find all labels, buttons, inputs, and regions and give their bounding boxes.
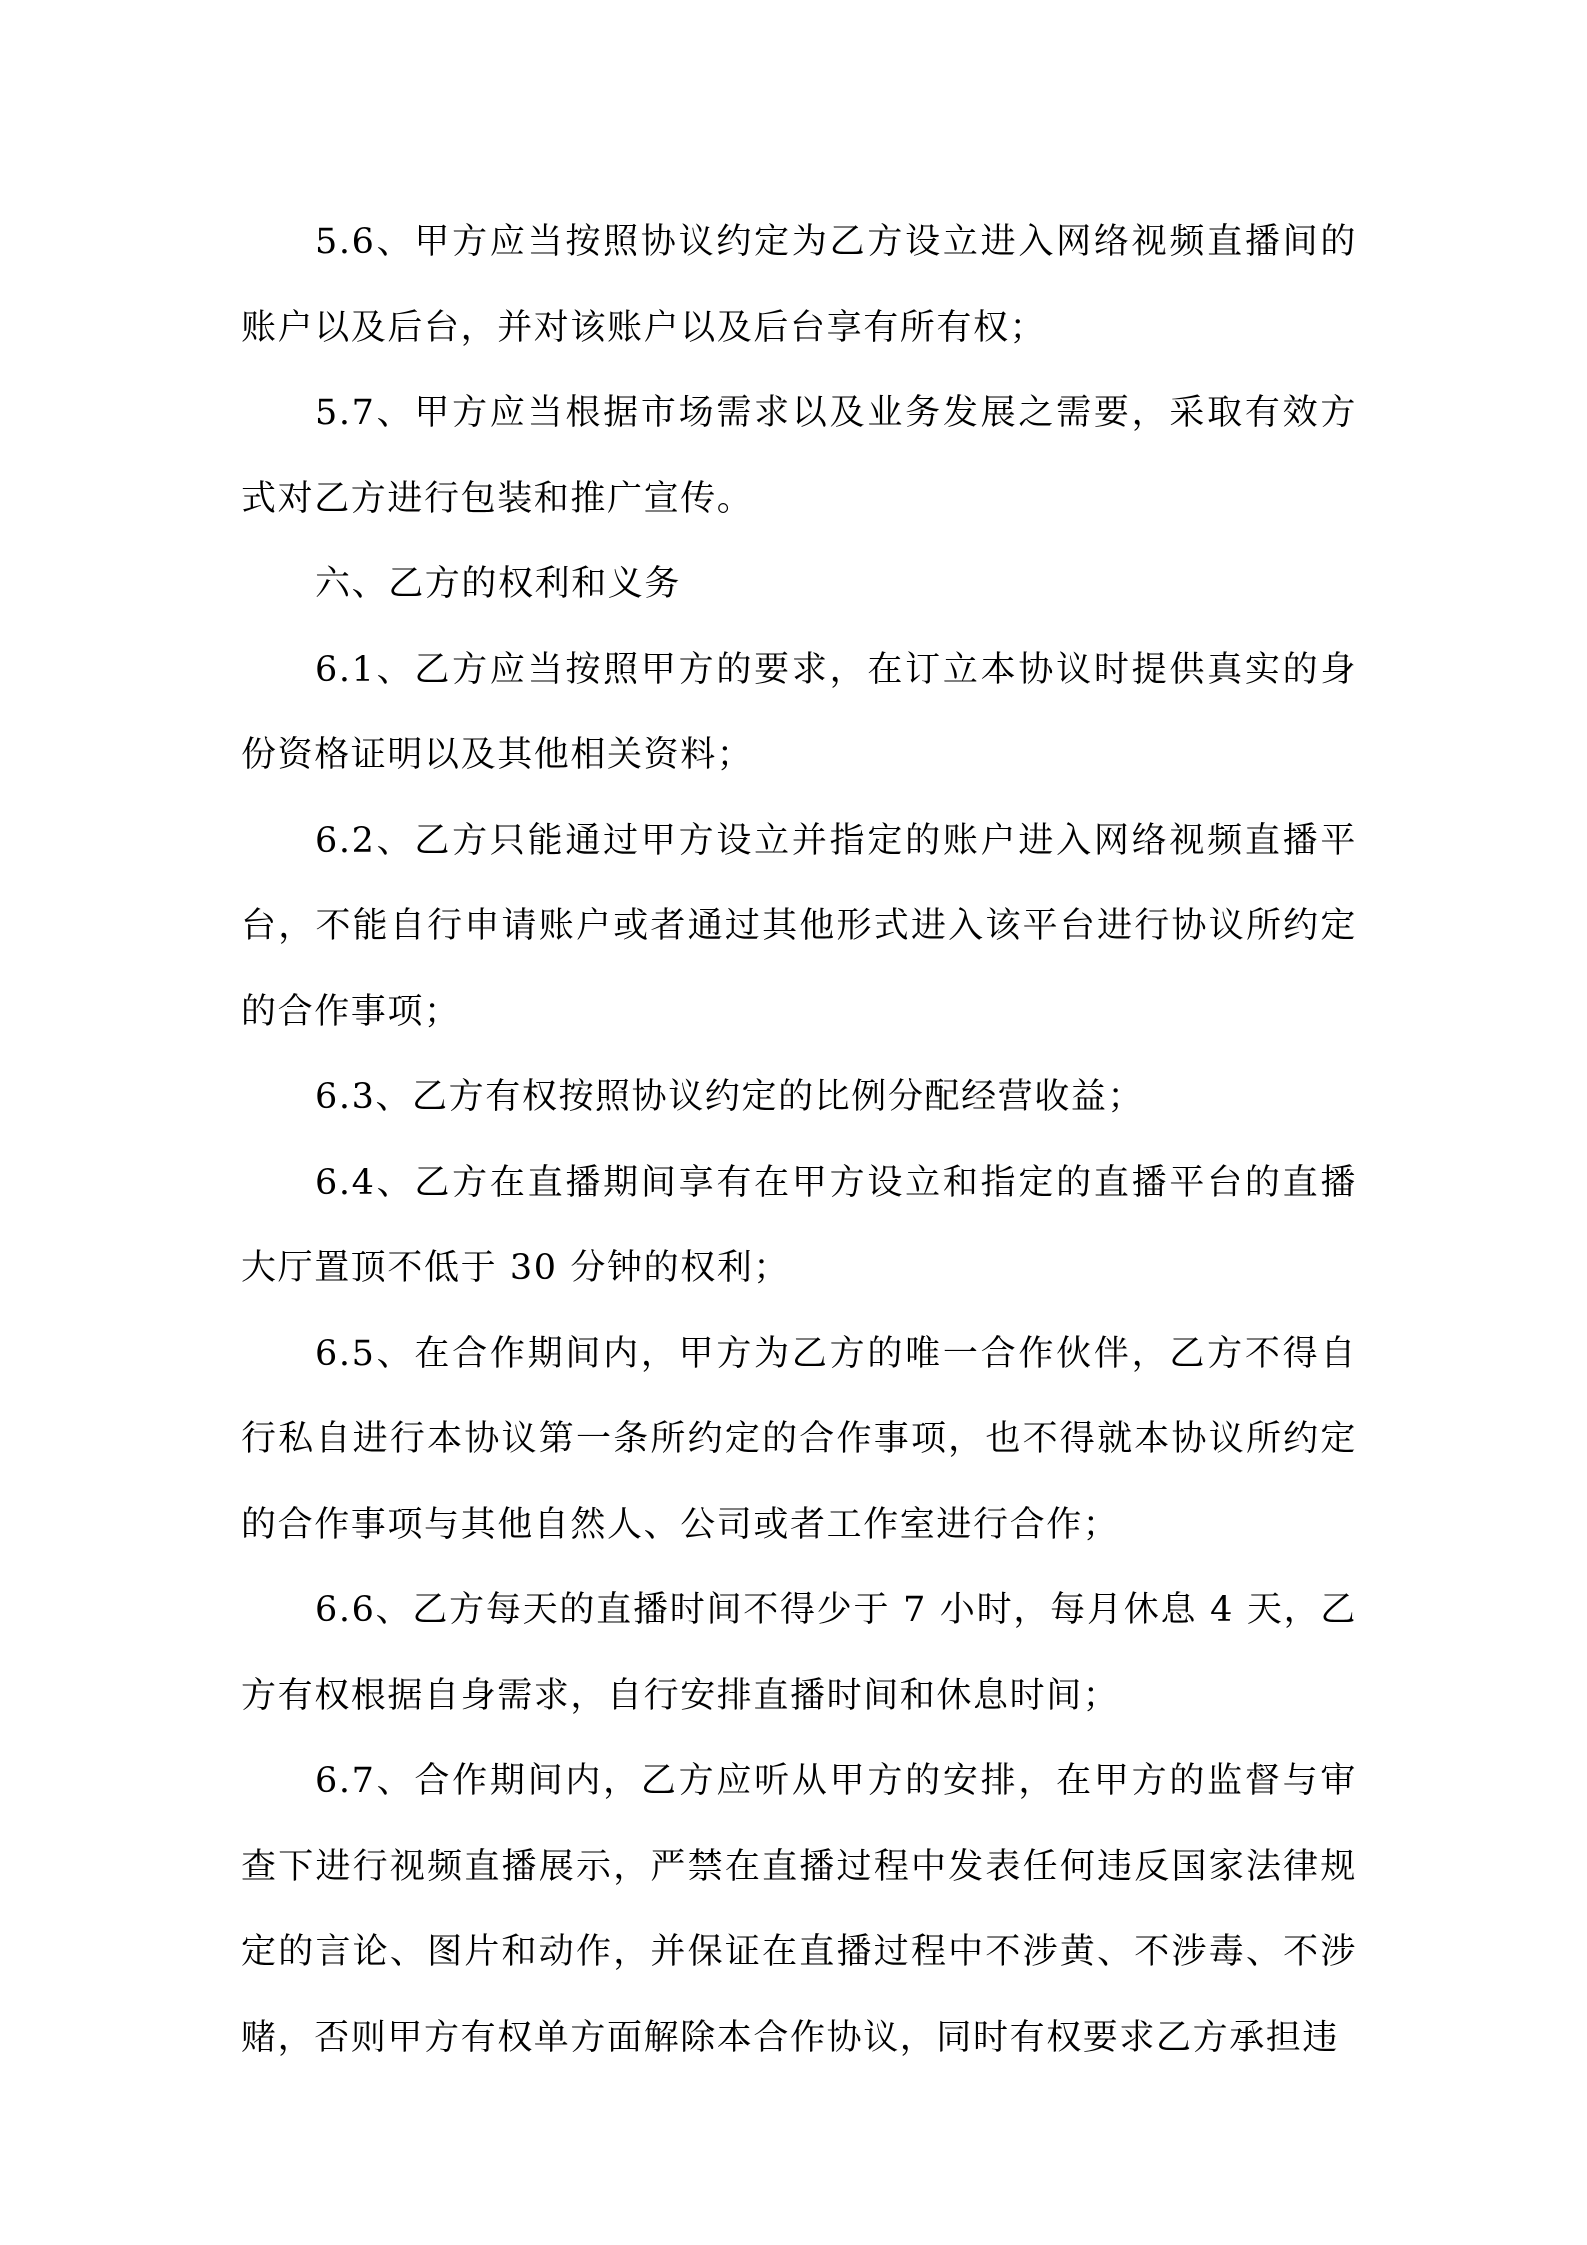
clause-5-7: 5.7、甲方应当根据市场需求以及业务发展之需要，采取有效方式对乙方进行包装和推广宣传。 xyxy=(241,393,1357,519)
clause-5-6: 5.6、甲方应当按照协议约定为乙方设立进入网络视频直播间的账户以及后台，并对该账户以及后台享有所有权； xyxy=(241,222,1357,348)
section-heading-6: 六、乙方的权利和义务 xyxy=(315,564,682,604)
clause-6-4: 6.4、乙方在直播期间享有在甲方设立和指定的直播平台的直播大厅置顶不低于 30 分钟的权利； xyxy=(241,1162,1357,1288)
clause-6-6: 6.6、乙方每天的直播时间不得少于 7 小时，每月休息 4 天，乙方有权根据自身需求，自行安排直播时间和休息时间； xyxy=(241,1590,1357,1716)
document-body xyxy=(241,200,1357,2081)
clause-6-7: 6.7、合作期间内，乙方应听从甲方的安排，在甲方的监督与审查下进行视频直播展示，严禁在直播过程中发表任何违反国家法律规定的言论、图片和动作，并保证在直播过程中不涉黄、不涉毒、不涉赌，否则甲方有权单方面解除本合作协议，同时有权要求乙方承担违 xyxy=(241,1761,1357,2058)
clause-6-2: 6.2、乙方只能通过甲方设立并指定的账户进入网络视频直播平台，不能自行申请账户或者通过其他形式进入该平台进行协议所约定的合作事项； xyxy=(241,820,1357,1032)
clause-6-1: 6.1、乙方应当按照甲方的要求，在订立本协议时提供真实的身份资格证明以及其他相关资料； xyxy=(241,649,1357,775)
clause-6-3: 6.3、乙方有权按照协议约定的比例分配经营收益； xyxy=(315,1077,1145,1117)
clause-6-5: 6.5、在合作期间内，甲方为乙方的唯一合作伙伴，乙方不得自行私自进行本协议第一条所约定的合作事项，也不得就本协议所约定的合作事项与其他自然人、公司或者工作室进行合作； xyxy=(241,1333,1357,1545)
